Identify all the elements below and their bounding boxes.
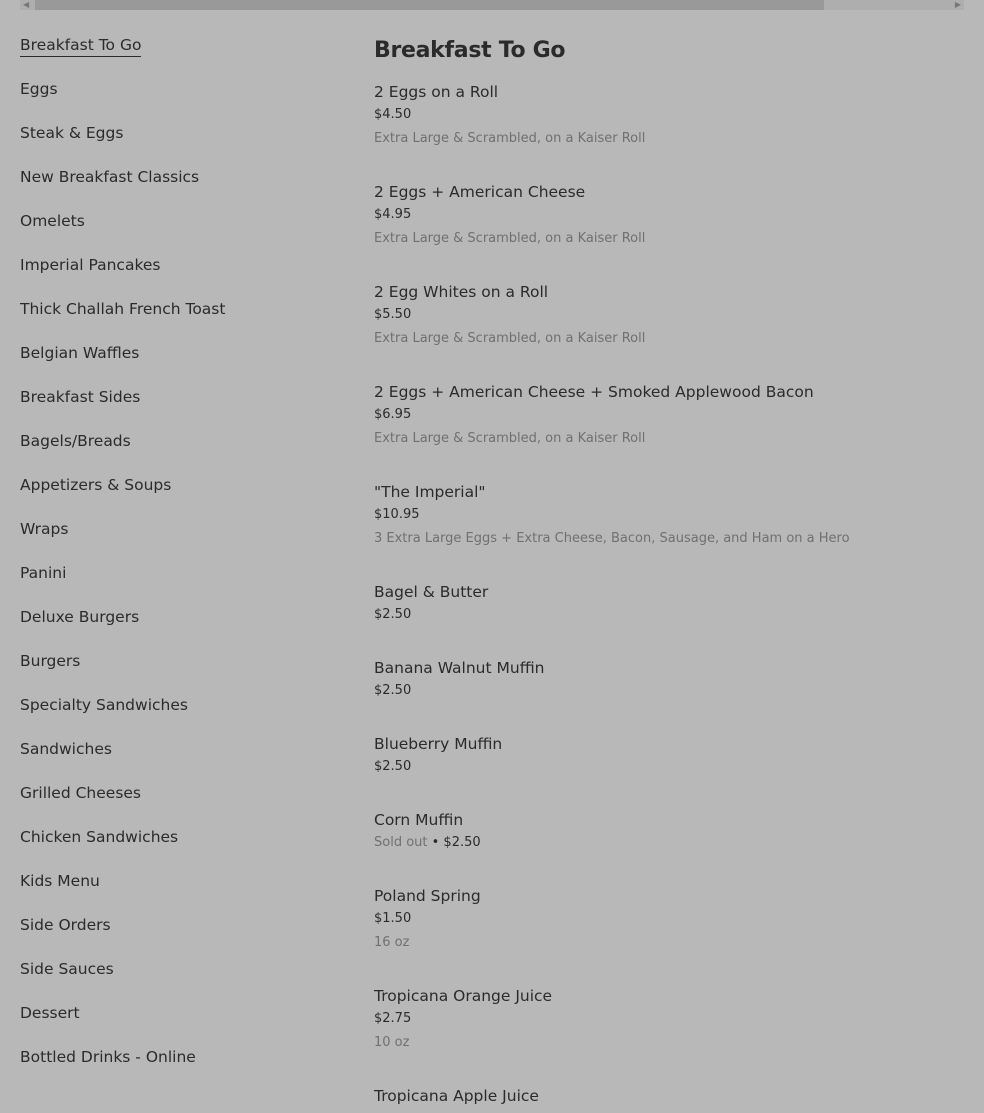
menu-item[interactable] bbox=[374, 810, 964, 886]
menu-item[interactable] bbox=[374, 382, 964, 482]
horizontal-scrollbar[interactable] bbox=[20, 0, 964, 10]
sidebar-item-label: Belgian Waffles bbox=[20, 344, 140, 362]
menu-item[interactable] bbox=[374, 482, 964, 582]
item-price: $5.50 bbox=[374, 307, 412, 322]
sidebar-item-label: Side Sauces bbox=[20, 960, 114, 978]
sidebar-item-label: Panini bbox=[20, 564, 67, 582]
item-name: 2 Eggs + American Cheese bbox=[374, 183, 586, 201]
menu-item[interactable] bbox=[374, 658, 964, 734]
sidebar-item-bottled-drinks[interactable] bbox=[20, 1047, 320, 1091]
menu-item[interactable] bbox=[374, 82, 964, 182]
sidebar-item-label: Bagels/Breads bbox=[20, 432, 131, 450]
item-name: 2 Egg Whites on a Roll bbox=[374, 283, 549, 301]
menu-item-list bbox=[374, 82, 964, 1106]
menu-item[interactable] bbox=[374, 986, 964, 1086]
item-description: 16 oz bbox=[374, 935, 410, 950]
sidebar-item-label: Grilled Cheeses bbox=[20, 784, 142, 802]
item-name: Banana Walnut Muffin bbox=[374, 659, 545, 677]
sidebar-item-belgian-waffles[interactable] bbox=[20, 343, 320, 387]
sidebar-item-label: New Breakfast Classics bbox=[20, 168, 200, 186]
item-name: Tropicana Apple Juice bbox=[374, 1087, 539, 1105]
sidebar-item-french-toast[interactable] bbox=[20, 299, 320, 343]
menu-item[interactable] bbox=[374, 886, 964, 986]
sidebar-item-label: Wraps bbox=[20, 520, 69, 538]
item-price: $4.50 bbox=[374, 107, 412, 122]
menu-item[interactable] bbox=[374, 582, 964, 658]
sidebar-item-label: Appetizers & Soups bbox=[20, 476, 172, 494]
sidebar-item-omelets[interactable] bbox=[20, 211, 320, 255]
sidebar-item-breakfast-sides[interactable] bbox=[20, 387, 320, 431]
sidebar-item-grilled-cheeses[interactable] bbox=[20, 783, 320, 827]
item-price: $2.50 bbox=[374, 607, 412, 622]
menu-item[interactable] bbox=[374, 734, 964, 810]
sidebar-item-label: Kids Menu bbox=[20, 872, 100, 890]
sidebar-item-new-breakfast-classics[interactable] bbox=[20, 167, 320, 211]
item-name: Blueberry Muffin bbox=[374, 735, 503, 753]
item-description: 3 Extra Large Eggs + Extra Cheese, Bacon, Sausage, and Ham on a Hero bbox=[374, 531, 850, 546]
sidebar-item-label: Side Orders bbox=[20, 916, 111, 934]
item-name: Poland Spring bbox=[374, 887, 481, 905]
item-price: $10.95 bbox=[374, 507, 420, 522]
sidebar-item-chicken-sandwiches[interactable] bbox=[20, 827, 320, 871]
sidebar-item-label: Sandwiches bbox=[20, 740, 112, 758]
item-price: $2.50 bbox=[374, 759, 412, 774]
sidebar-item-label: Specialty Sandwiches bbox=[20, 696, 188, 714]
menu-item[interactable] bbox=[374, 1086, 964, 1106]
sidebar-item-imperial-pancakes[interactable] bbox=[20, 255, 320, 299]
sidebar-item-kids-menu[interactable] bbox=[20, 871, 320, 915]
sidebar-item-label: Dessert bbox=[20, 1004, 80, 1022]
sidebar-item-wraps[interactable] bbox=[20, 519, 320, 563]
sold-out-label: Sold out bbox=[374, 835, 428, 850]
item-description: 10 oz bbox=[374, 1035, 410, 1050]
item-name: Bagel & Butter bbox=[374, 583, 489, 601]
item-description: Extra Large & Scrambled, on a Kaiser Roll bbox=[374, 331, 646, 346]
sidebar-item-label: Thick Challah French Toast bbox=[20, 300, 226, 318]
sidebar-item-panini[interactable] bbox=[20, 563, 320, 607]
item-price: • $2.50 bbox=[427, 835, 481, 850]
scroll-left-icon[interactable]: ◀ bbox=[23, 0, 30, 9]
menu-item[interactable] bbox=[374, 282, 964, 382]
sidebar-item-label: Imperial Pancakes bbox=[20, 256, 161, 274]
menu-item[interactable] bbox=[374, 182, 964, 282]
item-price: $2.75 bbox=[374, 1011, 412, 1026]
sidebar-item-label: Breakfast To Go bbox=[20, 36, 141, 57]
item-description: Extra Large & Scrambled, on a Kaiser Roll bbox=[374, 231, 646, 246]
sidebar-item-label: Deluxe Burgers bbox=[20, 608, 140, 626]
sidebar-item-label: Steak & Eggs bbox=[20, 124, 124, 142]
sidebar-item-side-orders[interactable] bbox=[20, 915, 320, 959]
sidebar-item-specialty-sandwiches[interactable] bbox=[20, 695, 320, 739]
sidebar-item-appetizers-soups[interactable] bbox=[20, 475, 320, 519]
scrollbar-thumb[interactable] bbox=[35, 0, 824, 10]
item-price: $1.50 bbox=[374, 911, 412, 926]
sidebar-item-label: Chicken Sandwiches bbox=[20, 828, 179, 846]
item-name: 2 Eggs + American Cheese + Smoked Applewood Bacon bbox=[374, 383, 814, 401]
sidebar-item-label: Eggs bbox=[20, 80, 58, 98]
sidebar-item-eggs[interactable] bbox=[20, 79, 320, 123]
sidebar-item-dessert[interactable] bbox=[20, 1003, 320, 1047]
sidebar-item-side-sauces[interactable] bbox=[20, 959, 320, 1003]
sidebar-item-label: Breakfast Sides bbox=[20, 388, 141, 406]
menu-section bbox=[374, 36, 964, 1106]
section-title: Breakfast To Go bbox=[374, 38, 566, 63]
sidebar-item-deluxe-burgers[interactable] bbox=[20, 607, 320, 651]
sidebar-item-sandwiches[interactable] bbox=[20, 739, 320, 783]
item-name: 2 Eggs on a Roll bbox=[374, 83, 499, 101]
scroll-right-icon[interactable]: ▶ bbox=[954, 0, 961, 9]
sidebar-item-burgers[interactable] bbox=[20, 651, 320, 695]
sidebar-item-bagels-breads[interactable] bbox=[20, 431, 320, 475]
item-name: "The Imperial" bbox=[374, 483, 486, 501]
category-sidebar bbox=[20, 35, 320, 1091]
sidebar-item-breakfast-to-go[interactable] bbox=[20, 35, 320, 79]
item-name: Tropicana Orange Juice bbox=[374, 987, 553, 1005]
item-description: Extra Large & Scrambled, on a Kaiser Roll bbox=[374, 131, 646, 146]
item-description: Extra Large & Scrambled, on a Kaiser Roll bbox=[374, 431, 646, 446]
sidebar-item-label: Bottled Drinks - Online bbox=[20, 1048, 196, 1066]
sidebar-item-steak-eggs[interactable] bbox=[20, 123, 320, 167]
item-price: $2.50 bbox=[374, 683, 412, 698]
item-name: Corn Muffin bbox=[374, 811, 464, 829]
item-price: $6.95 bbox=[374, 407, 412, 422]
item-price-row bbox=[374, 835, 964, 851]
sidebar-item-label: Omelets bbox=[20, 212, 85, 230]
sidebar-item-label: Burgers bbox=[20, 652, 81, 670]
item-price: $4.95 bbox=[374, 207, 412, 222]
